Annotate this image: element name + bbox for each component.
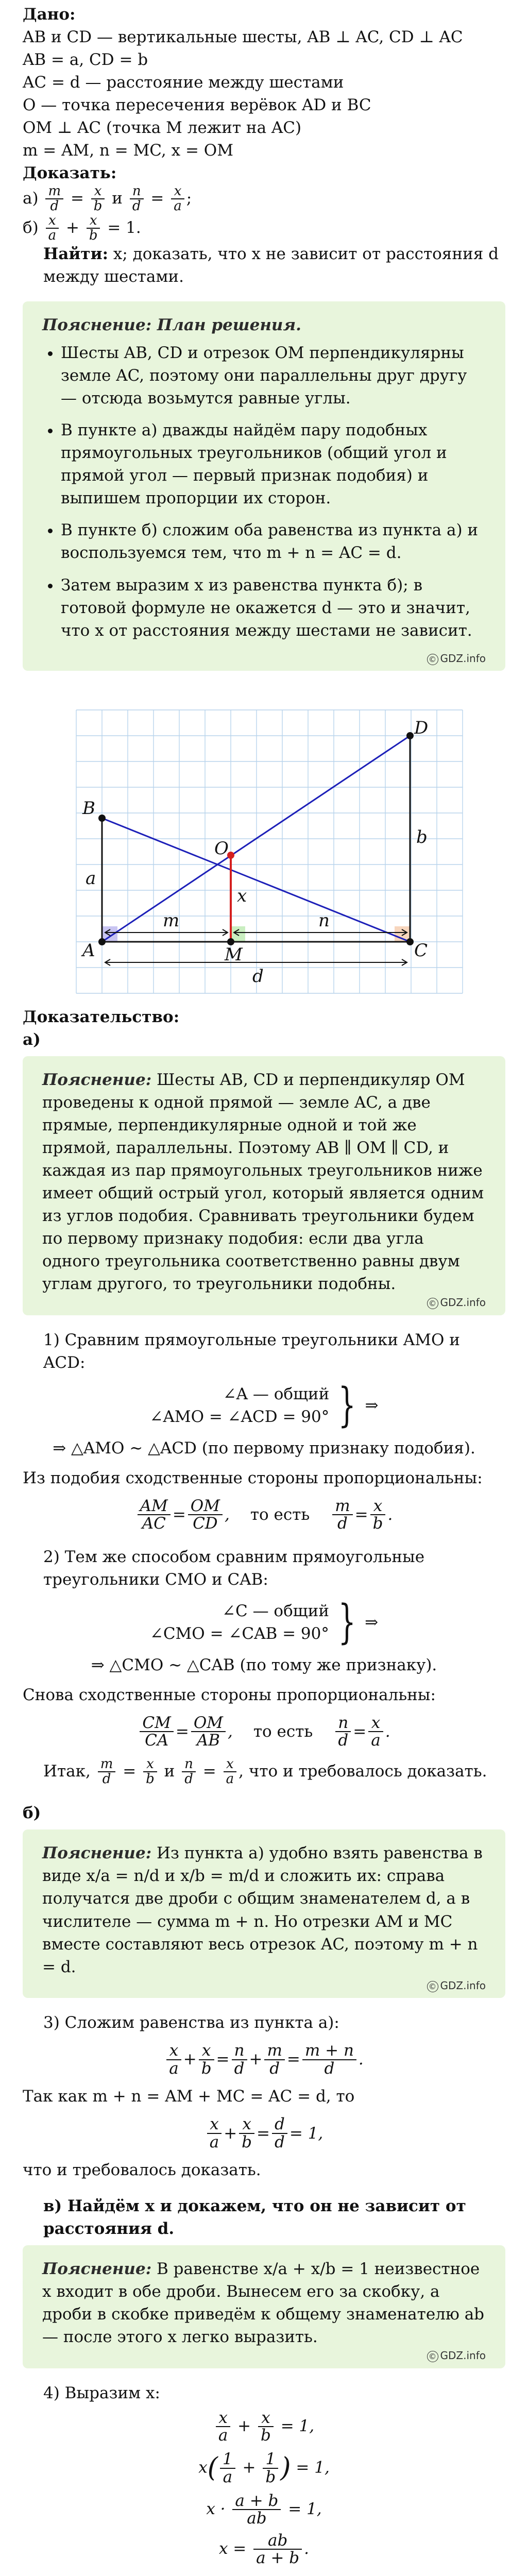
brace: }	[338, 1378, 356, 1432]
step-3: 3) Сложим равенства из пункта а):	[43, 2013, 339, 2032]
label-n: n	[318, 910, 330, 931]
prove-title: Доказать:	[23, 164, 117, 183]
part-v: в) Найдём x и докажем, что он не зависит от расстояния d.	[43, 2197, 466, 2239]
label-m: m	[163, 910, 180, 931]
fraction: $\frac{x}{a}$	[171, 184, 184, 214]
d-dimension	[105, 959, 407, 965]
note-a-text: Шесты AB, CD и перпендикуляр OM проведены к одной прямой — земле AC, а две прямые, перпендикулярные одной и той же прямой, параллельны. Поэтому AB ∥ OM ∥ CD, и каждая из пар прямоугольных треугольников ниже имеет общий острый угол, который является одним из углов подобия. Сравнивать треугольники будем по первому признаку подобия: если два угла одного треугольника соответственно равны двум углам другого, то треугольники подобны.	[42, 1070, 484, 1294]
part-a-label: а)	[23, 1030, 41, 1049]
given-line: AB = a, CD = b	[23, 50, 148, 70]
plan-item: • В пункте а) дважды найдём пару подобных прямоугольных треугольников (общий угол и прямой угол — первый признак подобия) и выпишем пропорции их сторон.	[61, 419, 486, 510]
prop-text-2: Снова сходственные стороны пропорциональны:	[23, 1685, 436, 1704]
itak-line: Итак, $\frac{m}{d}$ = $\frac{x}{b}$ и $\frac{n}{d}$ = $\frac{x}{a}$ , что и требовалось доказать.	[43, 1756, 487, 1787]
note-b: Пояснение: Из пункта а) удобно взять равенства в виде x/a = n/d и x/b = m/d и сложить их: справа получатся две дроби с общим знаменателем d, а в числителе — сумма m + n. Но отрезки AM и MC вместе составляют весь отрезок AC, поэтому m + n = d. © GDZ.info	[23, 1829, 505, 1997]
eq5: $\frac{x}{a}$ + $\frac{x}{b}$ = 1, x( $\frac{1}{a}$ + $\frac{1}{b}$ ) = 1, x · $\frac{a + b}{ab}$ = 1, x = $\frac{ab}{a + b}$ .	[198, 2408, 330, 2568]
prove-a: а) $\frac{m}{d}$ = $\frac{x}{b}$ и $\frac{n}{d}$ = $\frac{x}{a}$ ;	[23, 183, 192, 214]
grid	[76, 710, 463, 993]
part-b-label: б)	[23, 1804, 41, 1823]
given-line: O — точка пересечения верёвок AD и BC	[23, 96, 371, 115]
fraction: $\frac{x}{b}$	[91, 184, 105, 214]
note-v-text: В равенстве x/a + x/b = 1 неизвестное x входит в обе дроби. Вынесем его за скобку, а дроби в скобке приведём к общему знаменателю ab — после этого x легко выразить.	[42, 2260, 485, 2347]
point-c	[406, 938, 414, 945]
label-x: x	[237, 885, 247, 906]
point-b	[98, 815, 106, 822]
plan-head: Пояснение: План решения.	[42, 316, 301, 335]
step-1: 1) Сравним прямоугольные треугольники AMO и ACD:	[43, 1330, 460, 1372]
gdz-badge: © GDZ.info	[42, 2348, 486, 2363]
given-line: m = AM, n = MC, x = OM	[23, 141, 233, 160]
note-a: Пояснение: Шесты AB, CD и перпендикуляр OM проведены к одной прямой — земле AC, а две прямые, перпендикулярные одной и той же прямой, параллельны. Поэтому AB ∥ OM ∥ CD, и каждая из пар прямоугольных треугольников ниже имеет общий острый угол, который является одним из углов подобия. Сравнивать треугольники будем по первому признаку подобия: если два угла одного треугольника соответственно равны двум углам другого, то треугольники подобны. © GDZ.info	[23, 1056, 505, 1315]
point-d	[406, 732, 414, 739]
copyright-icon: ©	[427, 1981, 438, 1992]
find-line: Найти: x; доказать, что x не зависит от расстояния d между шестами.	[43, 245, 499, 286]
label-o: O	[214, 838, 229, 859]
plan-note	[23, 301, 505, 671]
step2-result: ⇒ △CMO ∼ △CAB (по тому же признаку).	[91, 1655, 437, 1674]
step2-system: ∠C — общий ∠CMO = ∠CAB = 90° } ⇒	[149, 1595, 379, 1649]
eq3: $\frac{x}{a}$ + $\frac{x}{b}$ = $\frac{n}{d}$ + $\frac{m}{d}$ = $\frac{m + n}{d}$ .	[23, 2042, 505, 2077]
given-line: OM ⊥ AC (точка M лежит на AC)	[23, 118, 302, 138]
eq1: $\frac{AM}{AC}$ = $\frac{OM}{CD}$ , то есть $\frac{m}{d}$ = $\frac{x}{b}$ .	[23, 1498, 505, 1532]
label-a-length: a	[86, 868, 96, 889]
given-block	[23, 3, 505, 288]
label-b: B	[82, 798, 95, 819]
label-b-length: b	[416, 826, 428, 848]
copyright-icon: ©	[427, 1298, 438, 1309]
prop-text: Из подобия сходственные стороны пропорциональны:	[23, 1468, 483, 1487]
label-m-point: M	[225, 944, 243, 965]
label-d: D	[414, 717, 429, 738]
plan-item: • Шесты AB, CD и отрезок OM перпендикулярны земле AC, поэтому они параллельны друг другу — отсюда возьмутся равные углы.	[61, 342, 486, 410]
fraction: $\frac{m}{d}$	[45, 184, 63, 214]
note-b-text: Из пункта а) удобно взять равенства в виде x/a = n/d и x/b = m/d и сложить их: справа получатся две дроби с общим знаменателем d, а в числителе — сумма m + n. Но отрезки AM и MC вместе составляют весь отрезок AC, поэтому m + n = d.	[42, 1844, 483, 1976]
figure-svg	[23, 680, 505, 1010]
fraction: $\frac{x}{b}$	[87, 214, 100, 243]
gdz-badge: © GDZ.info	[42, 1978, 486, 1993]
copyright-icon: ©	[427, 2351, 438, 2362]
plan-item: • Затем выразим x из равенства пункта б); в готовой формуле не окажется d — это и значит, что x от расстояния между шестами не зависит.	[61, 574, 486, 642]
since-text: Так как m + n = AM + MC = AC = d, то	[23, 2087, 355, 2106]
copyright-icon: ©	[427, 654, 438, 665]
gdz-badge: © GDZ.info	[42, 1295, 486, 1310]
note-v: Пояснение: В равенстве x/a + x/b = 1 неизвестное x входит в обе дроби. Вынесем его за скобку, а дроби в скобке приведём к общему знаменателю ab — после этого x легко выразить. © GDZ.info	[23, 2245, 505, 2368]
plan-list	[42, 342, 486, 641]
fraction: $\frac{n}{d}$	[130, 184, 144, 214]
proved-text: что и требовалось доказать.	[23, 2161, 261, 2180]
given-line: AC = d — расстояние между шестами	[23, 73, 344, 92]
brace: }	[338, 1595, 356, 1649]
eq4: $\frac{x}{a}$ + $\frac{x}{b}$ = $\frac{d}{d}$ = 1,	[23, 2116, 505, 2150]
step1-system: ∠A — общий ∠AMO = ∠ACD = 90° } ⇒	[149, 1378, 379, 1432]
point-a	[98, 938, 106, 945]
given-title: Дано:	[23, 5, 76, 24]
label-c: C	[414, 940, 428, 961]
eq2: $\frac{CM}{CA}$ = $\frac{OM}{AB}$ , то есть $\frac{n}{d}$ = $\frac{x}{a}$ .	[23, 1715, 505, 1749]
step1-result: ⇒ △AMO ∼ △ACD (по первому признаку подобия).	[53, 1438, 475, 1458]
gdz-badge: © GDZ.info	[42, 651, 486, 666]
rope-bc	[102, 818, 410, 942]
step-4: 4) Выразим x:	[43, 2383, 160, 2402]
fraction: $\frac{x}{a}$	[46, 214, 59, 243]
proof-title: Доказательство:	[23, 1007, 180, 1026]
geometry-figure	[23, 680, 505, 1016]
label-d-length: d	[252, 965, 264, 987]
label-a: A	[82, 940, 95, 961]
given-line: AB и CD — вертикальные шесты, AB ⊥ AC, CD ⊥ AC	[23, 28, 463, 47]
step-2: 2) Тем же способом сравним прямоугольные треугольники CMO и CAB:	[43, 1547, 425, 1589]
prove-b: б) $\frac{x}{a}$ + $\frac{x}{b}$ = 1.	[23, 212, 141, 244]
plan-item: • В пункте б) сложим оба равенства из пункта а) и воспользуемся тем, что m + n = AC = d.	[61, 519, 486, 564]
